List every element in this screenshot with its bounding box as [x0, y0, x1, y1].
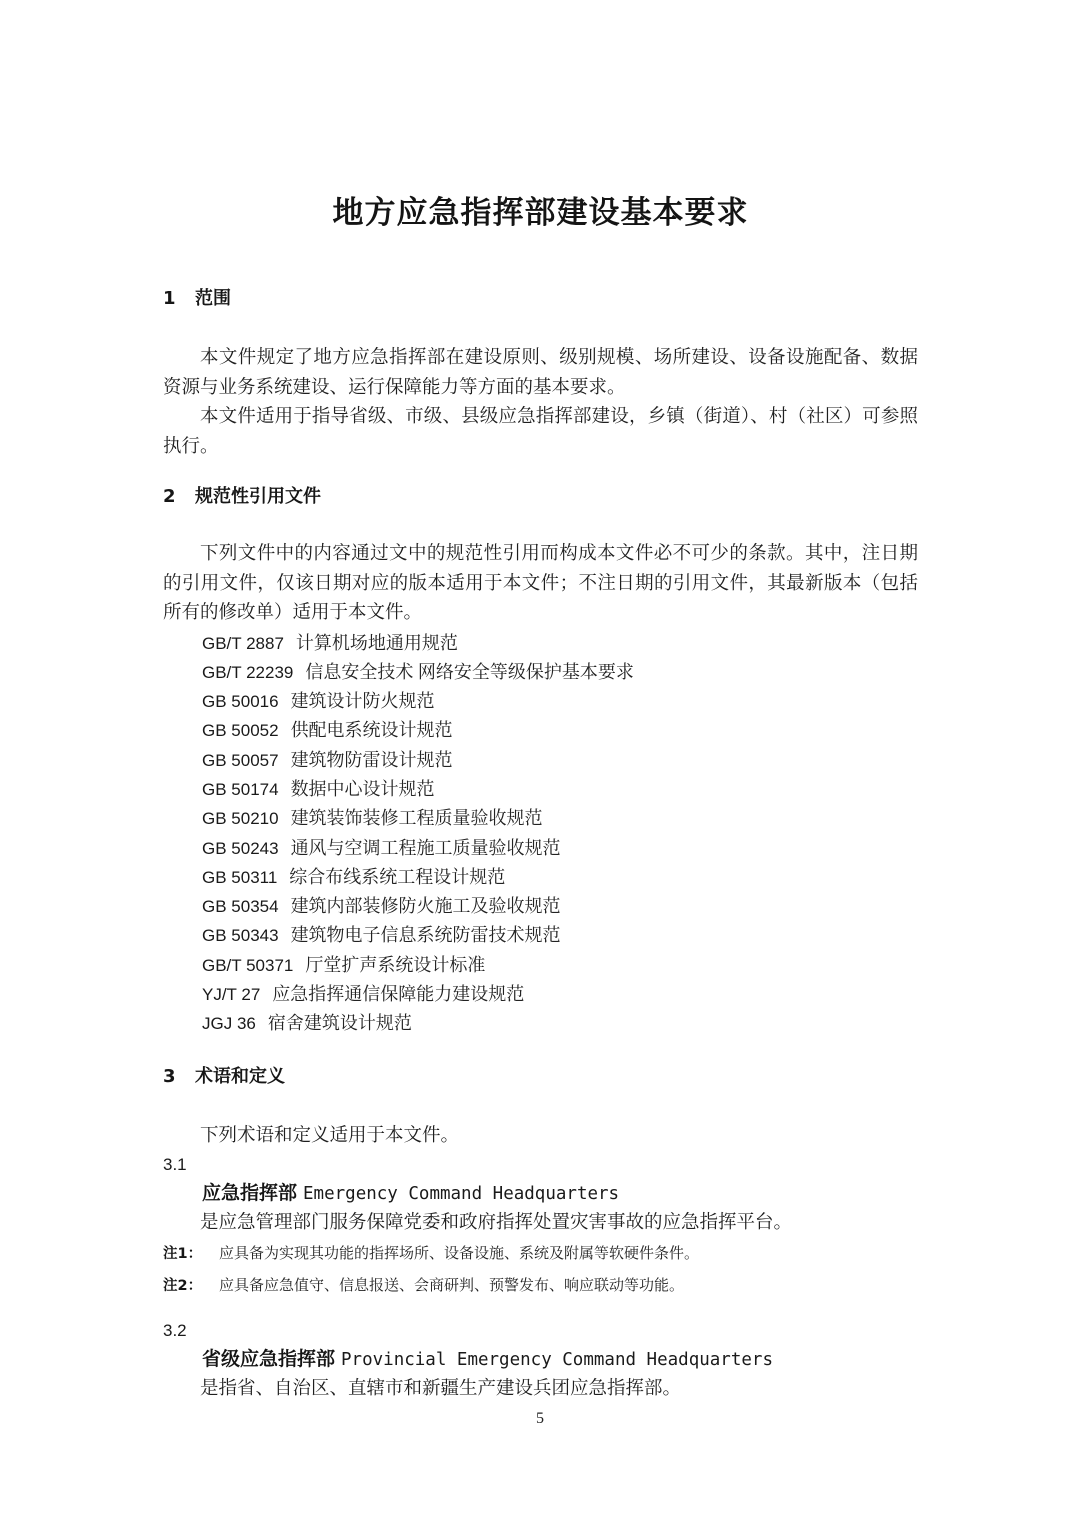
- reference-code: GB 50311: [202, 867, 278, 887]
- reference-code: JGJ 36: [202, 1014, 256, 1034]
- reference-item: [202, 716, 918, 745]
- term-3-2-chinese: 省级应急指挥部: [202, 1348, 336, 1371]
- reference-code: GB 50243: [202, 838, 279, 858]
- reference-item: [202, 687, 918, 716]
- note-1-label: 注1：: [163, 1246, 203, 1263]
- reference-title: 通风与空调工程施工质量验收规范: [290, 837, 561, 858]
- terms-intro-paragraph: 下列术语和定义适用于本文件。: [200, 1125, 460, 1146]
- reference-code: GB/T 22239: [202, 662, 294, 682]
- reference-title: 数据中心设计规范: [290, 778, 435, 799]
- scope-paragraph-1: 本文件规定了地方应急指挥部在建设原则、级别规模、场所建设、设备设施配备、数据资源与业务系统建设、运行保障能力等方面的基本要求。: [163, 348, 918, 398]
- normative-references-list: [163, 629, 918, 1039]
- term-3-1-title-line: [202, 1179, 918, 1209]
- reference-code: GB 50343: [202, 926, 279, 946]
- reference-title: 应急指挥通信保障能力建设规范: [272, 984, 525, 1005]
- reference-item: [202, 804, 918, 833]
- reference-code: GB 50174: [202, 779, 279, 799]
- note-2-label: 注2：: [163, 1278, 203, 1295]
- reference-item: [202, 892, 918, 921]
- term-3-1-definition: 是应急管理部门服务保障党委和政府指挥处置灾害事故的应急指挥平台。: [200, 1213, 793, 1234]
- note-2-text: 应具备应急值守、信息报送、会商研判、预警发布、响应联动等功能。: [219, 1278, 685, 1295]
- reference-code: GB 50052: [202, 721, 279, 741]
- page-number: 5: [536, 1410, 544, 1427]
- term-3-1-note-1: [163, 1238, 918, 1270]
- reference-code: GB/T 50371: [202, 955, 294, 975]
- reference-item: [202, 921, 918, 950]
- reference-title: 厅堂扩声系统设计标准: [305, 954, 486, 975]
- reference-title: 信息安全技术 网络安全等级保护基本要求: [305, 661, 634, 682]
- section-1-heading: [163, 287, 918, 311]
- reference-code: GB 50354: [202, 897, 279, 917]
- reference-title: 建筑装饰装修工程质量验收规范: [290, 808, 543, 829]
- reference-code: GB 50057: [202, 750, 279, 770]
- normative-references-paragraph: 下列文件中的内容通过文中的规范性引用而构成本文件必不可少的条款。其中，注日期的引用文件，仅该日期对应的版本适用于本文件；不注日期的引用文件，其最新版本（包括所有的修改单）适用于本文件。: [163, 544, 918, 623]
- reference-title: 计算机场地通用规范: [295, 632, 458, 653]
- reference-code: YJ/T 27: [202, 985, 261, 1005]
- term-3-1-number: 3.1: [163, 1155, 187, 1175]
- reference-item: [202, 658, 918, 687]
- reference-code: GB/T 2887: [202, 633, 284, 653]
- term-3-2-definition: 是指省、自治区、直辖市和新疆生产建设兵团应急指挥部。: [200, 1379, 682, 1400]
- reference-title: 建筑内部装修防火施工及验收规范: [290, 896, 561, 917]
- term-3-2-title-line: [202, 1345, 918, 1375]
- reference-item: [202, 746, 918, 775]
- term-3-2-number: 3.2: [163, 1321, 187, 1341]
- section-3-title: 术语和定义: [195, 1065, 285, 1087]
- reference-title: 建筑物电子信息系统防雷技术规范: [290, 925, 561, 946]
- term-3-2-block: [163, 1317, 918, 1404]
- term-3-1-chinese: 应急指挥部: [202, 1182, 298, 1205]
- term-3-2-english: Provincial Emergency Command Headquarters: [341, 1350, 773, 1371]
- section-2-heading: [163, 485, 918, 509]
- section-3-heading: [163, 1065, 918, 1089]
- reference-code: GB 50210: [202, 809, 279, 829]
- term-3-1-block: [163, 1151, 918, 1302]
- reference-item: [202, 775, 918, 804]
- scope-paragraph-2: 本文件适用于指导省级、市级、县级应急指挥部建设，乡镇（街道）、村（社区）可参照执行。: [163, 407, 918, 457]
- reference-item: [202, 863, 918, 892]
- reference-item: [202, 951, 918, 980]
- reference-item: [202, 980, 918, 1009]
- document-title: 地方应急指挥部建设基本要求: [332, 195, 749, 231]
- reference-title: 建筑设计防火规范: [290, 691, 435, 712]
- reference-title: 综合布线系统工程设计规范: [289, 866, 506, 887]
- term-3-1-english: Emergency Command Headquarters: [303, 1184, 620, 1205]
- section-2-title: 规范性引用文件: [195, 486, 321, 507]
- section-1-title: 范围: [195, 288, 231, 309]
- section-2-number: 2: [163, 486, 176, 507]
- reference-title: 建筑物防雷设计规范: [290, 749, 453, 770]
- term-3-1-note-2: [163, 1270, 918, 1302]
- reference-item: [202, 834, 918, 863]
- reference-code: GB 50016: [202, 692, 279, 712]
- section-1-number: 1: [163, 288, 176, 309]
- section-3-number: 3: [163, 1065, 176, 1087]
- note-1-text: 应具备为实现其功能的指挥场所、设备设施、系统及附属等软硬件条件。: [219, 1246, 700, 1263]
- reference-item: [202, 629, 918, 658]
- reference-item: [202, 1009, 918, 1038]
- reference-title: 宿舍建筑设计规范: [267, 1013, 412, 1034]
- reference-title: 供配电系统设计规范: [290, 720, 453, 741]
